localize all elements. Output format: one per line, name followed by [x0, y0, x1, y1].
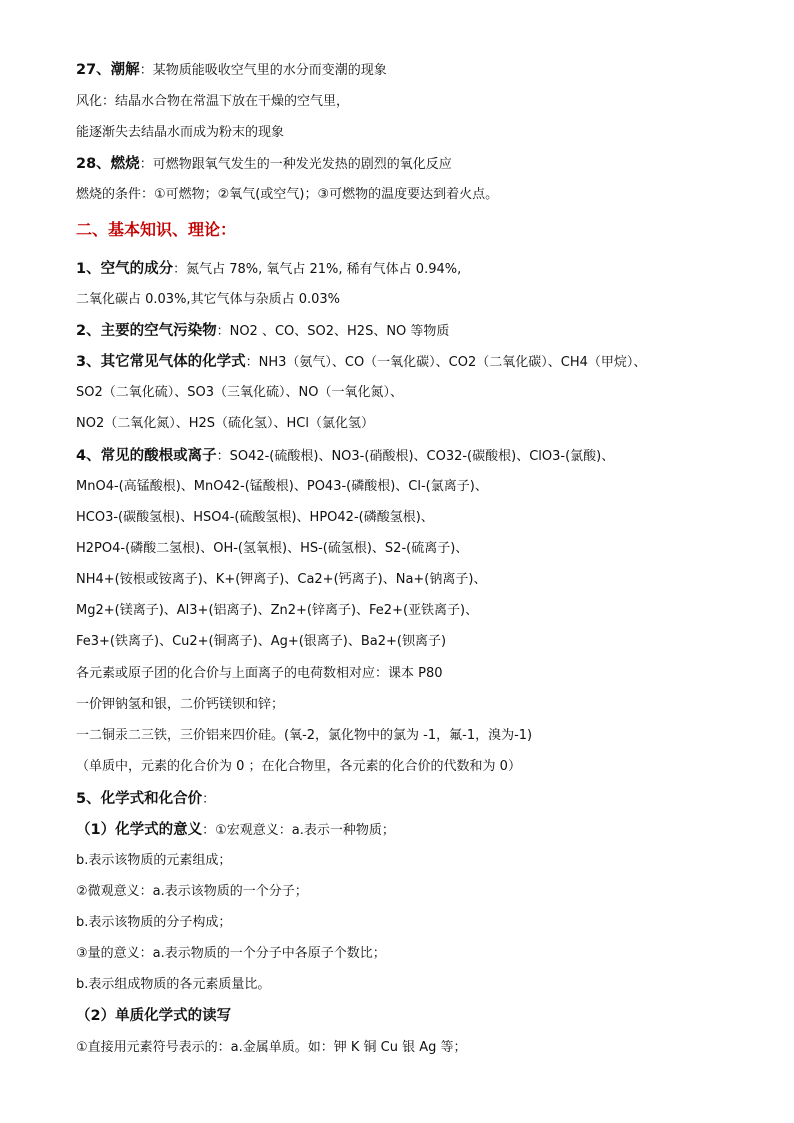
- text-line: [76, 124, 284, 142]
- term-text: ①直接用元素符号表示的：a.金属单质。如：钾 K 铜 Cu 银 Ag 等；: [76, 1040, 467, 1055]
- term-text: 能逐渐失去结晶水而成为粉末的现象: [76, 125, 285, 140]
- term-label: 27、潮解: [76, 62, 140, 78]
- text-line: [76, 727, 532, 745]
- text-line: [76, 696, 284, 714]
- term-text: ：某物质能吸收空气里的水分而变潮的现象: [139, 63, 387, 78]
- term-text: NH4+(铵根或铵离子)、K+(钾离子)、Ca2+(钙离子)、Na+(钠离子)、: [76, 572, 487, 587]
- term-text: ：①宏观意义：a.表示一种物质；: [202, 823, 395, 838]
- text-line: [76, 945, 386, 963]
- text-line-formula-valence: [76, 790, 215, 809]
- term-text: 一价钾钠氢和银，二价钙镁钡和锌；: [76, 697, 285, 712]
- text-line: [76, 571, 486, 589]
- text-line: [76, 1039, 467, 1057]
- text-line: [76, 478, 488, 496]
- text-line-ranshao: [76, 155, 452, 174]
- term-text: ：NH3（氨气）、CO（一氧化碳）、CO2（二氧化碳）、CH4（甲烷）、: [245, 355, 647, 370]
- text-line: [76, 291, 340, 309]
- text-line: [76, 633, 446, 651]
- text-line: [76, 665, 443, 683]
- term-text: 各元素或原子团的化合价与上面离子的电荷数相对应：课本 P80: [76, 666, 443, 681]
- term-text: 燃烧的条件：①可燃物；②氧气(或空气)；③可燃物的温度要达到着火点。: [76, 187, 499, 202]
- term-text: HCO3-(碳酸氢根)、HSO4-(硫酸氢根)、HPO42-(磷酸氢根)、: [76, 510, 434, 525]
- text-line: [76, 186, 498, 204]
- term-text: 风化：结晶水合物在常温下放在干燥的空气里，: [76, 94, 350, 109]
- term-text: ：SO42-(硫酸根)、NO3-(硝酸根)、CO32-(碳酸根)、ClO3-(氯酸)、: [216, 449, 615, 464]
- term-text: ：NO2 、CO、SO2、H2S、NO 等物质: [216, 324, 450, 339]
- text-line: [76, 852, 231, 870]
- term-text: 二氧化碳占 0.03%,其它气体与杂质占 0.03%: [76, 292, 340, 307]
- term-label: （2）单质化学式的读写: [76, 1008, 232, 1024]
- text-line: [76, 976, 270, 994]
- term-text: ：氮气占 78%, 氧气占 21%, 稀有气体占 0.94%,: [173, 262, 462, 277]
- text-line: [76, 384, 403, 402]
- text-line-chaojie: [76, 61, 387, 80]
- section-heading: 二、基本知识、理论：: [76, 220, 237, 239]
- text-line: [76, 93, 349, 111]
- text-line: [76, 509, 434, 527]
- text-line: [76, 883, 308, 901]
- text-line: [76, 415, 374, 433]
- term-label: 28、燃烧: [76, 156, 140, 172]
- term-text: （单质中，元素的化合价为 0 ；在化合物里，各元素的化合价的代数和为 0）: [76, 759, 521, 774]
- term-text: ：: [202, 792, 216, 807]
- text-line-pollutants: [76, 322, 449, 341]
- text-line: [76, 540, 468, 558]
- text-line: [76, 602, 478, 620]
- term-text: b.表示该物质的元素组成；: [76, 853, 232, 868]
- term-text: b.表示组成物质的各元素质量比。: [76, 977, 271, 992]
- term-text: b.表示该物质的分子构成；: [76, 915, 232, 930]
- term-label: 1、空气的成分: [76, 261, 174, 277]
- term-label: 4、常见的酸根或离子: [76, 448, 217, 464]
- term-label: 5、化学式和化合价: [76, 791, 203, 807]
- text-line-air-composition: [76, 260, 461, 279]
- term-text: Fe3+(铁离子)、Cu2+(铜离子)、Ag+(银离子)、Ba2+(钡离子): [76, 634, 447, 649]
- text-line-gas-formulas: [76, 353, 646, 372]
- text-line-element-formula: [76, 1007, 231, 1026]
- text-line-acid-radicals: [76, 447, 614, 466]
- text-line: [76, 914, 231, 932]
- term-text: ：可燃物跟氧气发生的一种发光发热的剧烈的氧化反应: [139, 157, 452, 172]
- term-text: Mg2+(镁离子)、Al3+(铝离子)、Zn2+(锌离子)、Fe2+(亚铁离子)、: [76, 603, 479, 618]
- term-text: ③量的意义：a.表示物质的一个分子中各原子个数比；: [76, 946, 386, 961]
- term-text: NO2（二氧化氮）、H2S（硫化氢）、HCl（氯化氢）: [76, 416, 374, 431]
- text-line: [76, 758, 521, 776]
- term-text: 一二铜汞二三铁，三价铝来四价硅。(氧-2，氯化物中的氯为 -1，氟-1，溴为-1): [76, 728, 533, 743]
- term-text: H2PO4-(磷酸二氢根)、OH-(氢氧根)、HS-(硫氢根)、S2-(硫离子)、: [76, 541, 469, 556]
- term-text: MnO4-(高锰酸根)、MnO42-(锰酸根)、PO43-(磷酸根)、Cl-(氯离子)、: [76, 479, 488, 494]
- term-text: SO2（二氧化硫）、SO3（三氧化硫）、NO（一氧化氮）、: [76, 385, 403, 400]
- term-label: 3、其它常见气体的化学式: [76, 354, 246, 370]
- term-label: （1）化学式的意义: [76, 822, 203, 838]
- text-line-formula-meaning: [76, 821, 395, 840]
- term-label: 2、主要的空气污染物: [76, 323, 217, 339]
- term-text: ②微观意义：a.表示该物质的一个分子；: [76, 884, 308, 899]
